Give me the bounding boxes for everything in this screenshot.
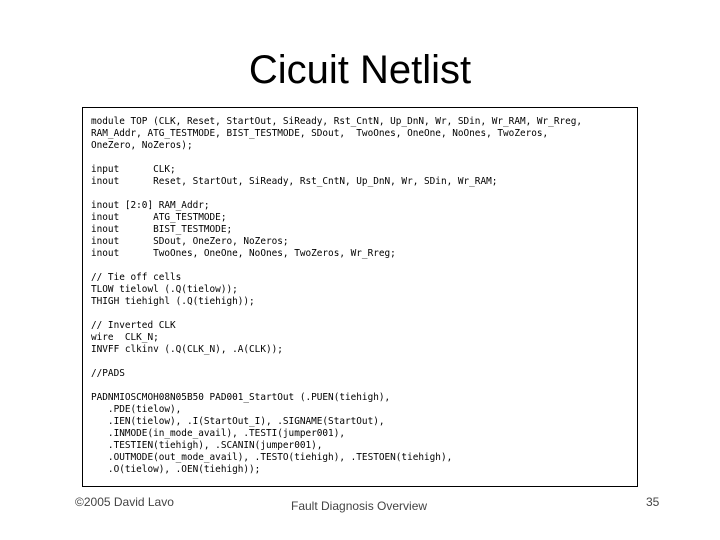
code-line: .TESTIEN(tiehigh), .SCANIN(jumper001), (91, 440, 323, 451)
code-line (91, 356, 637, 368)
code-line: inout TwoOnes, OneOne, NoOnes, TwoZeros, Wr_Rreg; (91, 248, 396, 259)
code-line (91, 308, 637, 320)
code-line: inout ATG_TESTMODE; (91, 212, 227, 223)
code-line: .PDE(tielow), (91, 404, 182, 415)
code-line: TLOW tielowl (.Q(tielow)); (91, 284, 238, 295)
code-line: inout BIST_TESTMODE; (91, 224, 233, 235)
footer-copyright: ©2005 David Lavo (75, 495, 174, 509)
code-line: PADNMIOSCMOH08N05B50 PAD001_StartOut (.PUEN(tiehigh), (91, 392, 391, 403)
code-line: RAM_Addr, ATG_TESTMODE, BIST_TESTMODE, SDout, TwoOnes, OneOne, NoOnes, TwoZeros, (91, 128, 549, 139)
code-line: // Inverted CLK (91, 320, 176, 331)
code-line: .OUTMODE(out_mode_avail), .TESTO(tiehigh), .TESTOEN(tiehigh), (91, 452, 453, 463)
slide-title: Cicuit Netlist (248, 48, 472, 92)
footer-title: Fault Diagnosis Overview (291, 499, 428, 513)
code-line: // Tie off cells (91, 272, 182, 283)
code-line (91, 260, 637, 272)
code-line: .INMODE(in_mode_avail), .TESTI(jumper001), (91, 428, 345, 439)
code-line: //PADS (91, 368, 125, 379)
code-line: THIGH tiehighl (.Q(tiehigh)); (91, 296, 255, 307)
code-line: inout Reset, StartOut, SiReady, Rst_CntN, Up_DnN, Wr, SDin, Wr_RAM; (91, 176, 498, 187)
code-line: inout SDout, OneZero, NoZeros; (91, 236, 289, 247)
code-line: .IEN(tielow), .I(StartOut_I), .SIGNAME(StartOut), (91, 416, 385, 427)
code-line: input CLK; (91, 164, 176, 175)
code-line (91, 188, 637, 200)
code-line: OneZero, NoZeros); (91, 140, 193, 151)
code-line: wire CLK_N; (91, 332, 159, 343)
netlist-code-box (82, 107, 638, 487)
code-line: inout [2:0] RAM_Addr; (91, 200, 210, 211)
code-line: module TOP (CLK, Reset, StartOut, SiReady, Rst_CntN, Up_DnN, Wr, SDin, Wr_RAM, Wr_Rreg, (91, 116, 583, 127)
page-number: 35 (646, 495, 660, 509)
code-line: INVFF clkinv (.Q(CLK_N), .A(CLK)); (91, 344, 283, 355)
code-line (91, 380, 637, 392)
code-line: .O(tielow), .OEN(tiehigh)); (91, 464, 261, 475)
code-line (91, 152, 637, 164)
